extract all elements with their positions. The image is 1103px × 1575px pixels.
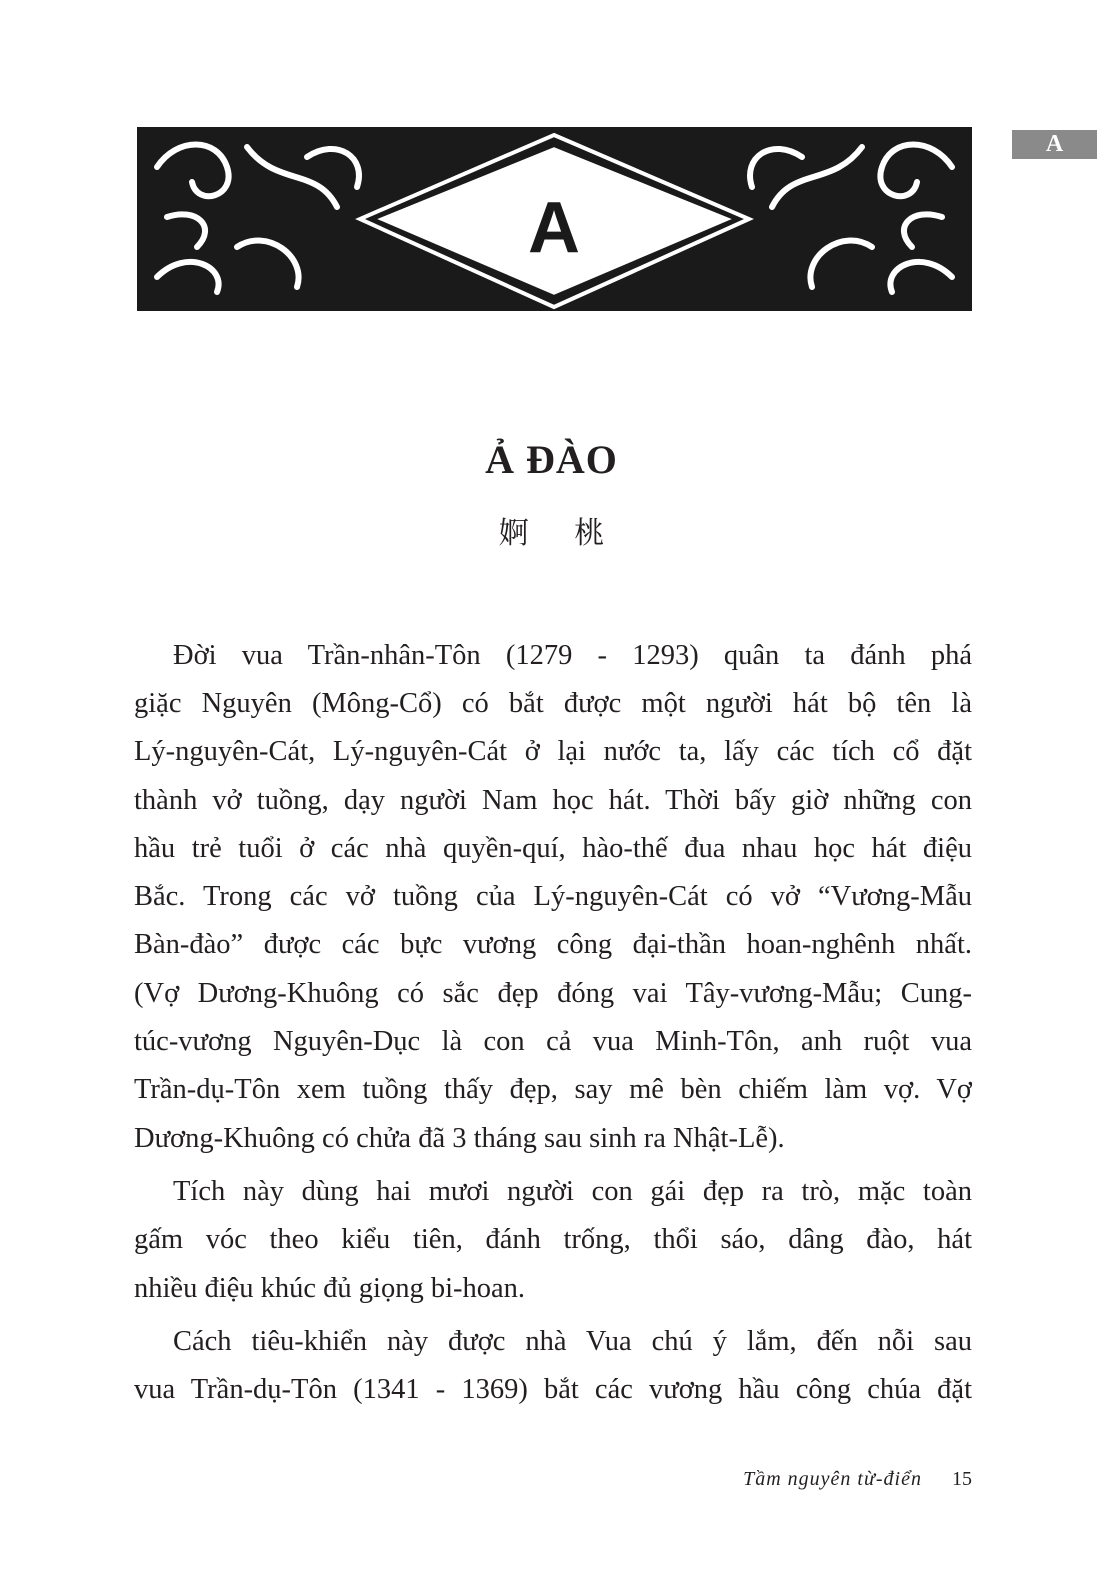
body-line: (Vợ Dương-Khuông có sắc đẹp đóng vai Tây-vương-Mẫu; Cung- (134, 978, 972, 1009)
body-line: Trần-dụ-Tôn xem tuồng thấy đẹp, say mê bèn chiếm làm vợ. Vợ (134, 1074, 972, 1105)
body-line: Tích này dùng hai mươi người con gái đẹp ra trò, mặc toàn (173, 1176, 972, 1207)
body-line: túc-vương Nguyên-Dục là con cả vua Minh-Tôn, anh ruột vua (134, 1026, 972, 1057)
body-line: vua Trần-dụ-Tôn (1341 - 1369) bắt các vương hầu công chúa đặt (134, 1374, 972, 1405)
page-footer (600, 1468, 972, 1491)
ornamental-header-banner (137, 127, 972, 311)
body-line: Bàn-đào” được các bực vương công đại-thần hoan-nghênh nhất. (134, 929, 972, 960)
running-footer-title: Tầm nguyên từ-điển (743, 1468, 922, 1490)
body-line: thành vở tuồng, dạy người Nam học hát. Thời bấy giờ những con (134, 785, 972, 816)
body-line: gấm vóc theo kiểu tiên, đánh trống, thổi sáo, dâng đào, hát (134, 1224, 972, 1255)
body-line: giặc Nguyên (Mông-Cổ) có bắt được một người hát bộ tên là (134, 688, 972, 719)
body-line: Lý-nguyên-Cát, Lý-nguyên-Cát ở lại nước ta, lấy các tích cổ đặt (134, 736, 972, 767)
body-line: Bắc. Trong các vở tuồng của Lý-nguyên-Cát có vở “Vương-Mẫu (134, 881, 972, 912)
body-line: nhiều điệu khúc đủ giọng bi-hoan. (134, 1273, 526, 1304)
entry-title: Ả ĐÀO (485, 437, 618, 482)
page-number: 15 (952, 1468, 972, 1490)
body-line: hầu trẻ tuổi ở các nhà quyền-quí, hào-thế đua nhau học hát điệu (134, 833, 972, 864)
ornament-letter: A (528, 188, 580, 268)
entry-hanzi: 婀 桃 (498, 516, 605, 551)
section-tab: A (1012, 130, 1097, 159)
body-line: Dương-Khuông có chửa đã 3 tháng sau sinh ra Nhật-Lễ). (134, 1123, 785, 1154)
body-line: Cách tiêu-khiển này được nhà Vua chú ý lắm, đến nỗi sau (173, 1326, 972, 1357)
body-line: Đời vua Trần-nhân-Tôn (1279 - 1293) quân ta đánh phá (173, 640, 972, 671)
